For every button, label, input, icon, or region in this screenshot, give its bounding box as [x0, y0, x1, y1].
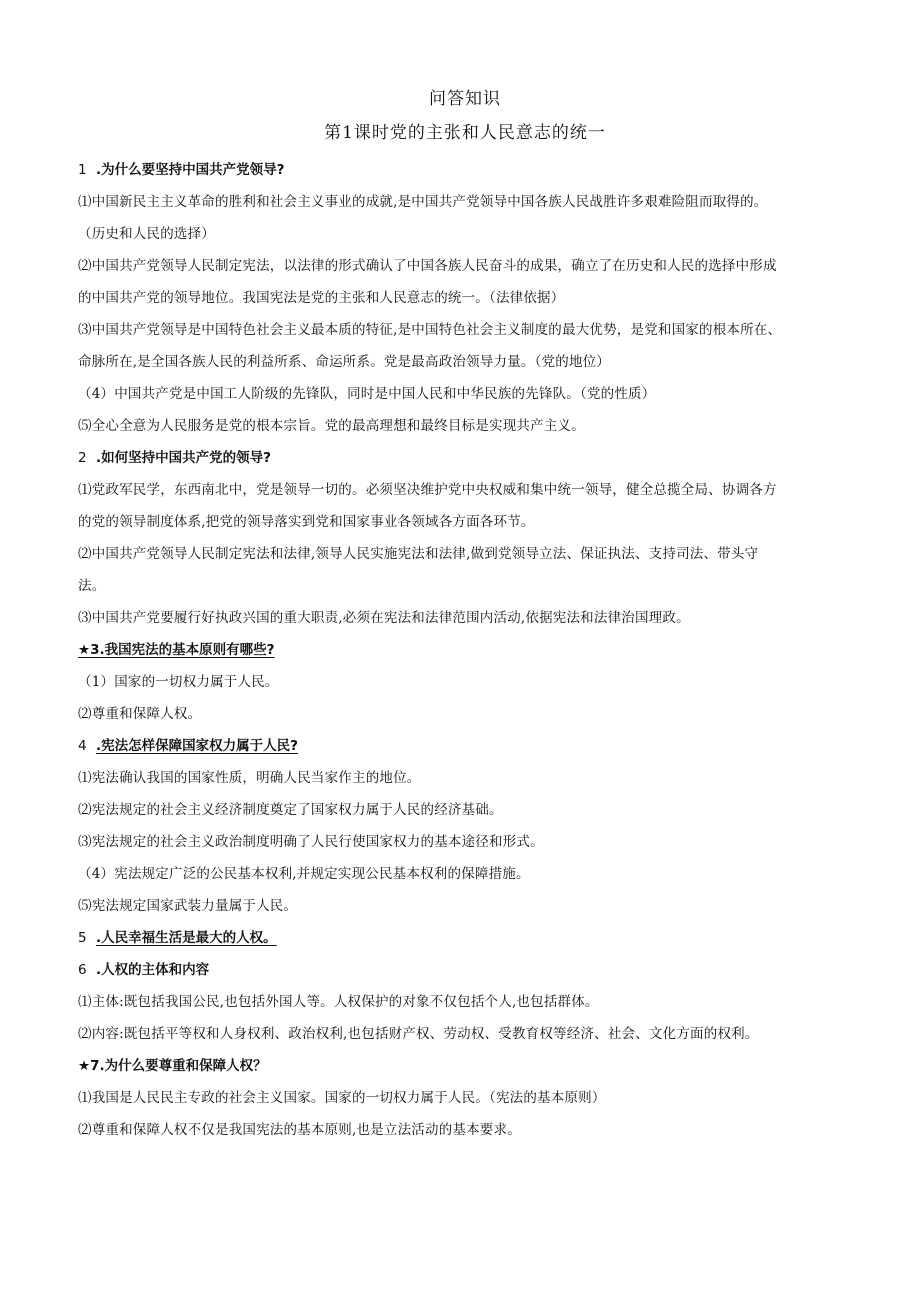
question-heading: [78, 634, 852, 666]
page-subtitle: 第1课时党的主张和人民意志的统一: [324, 123, 606, 143]
answer-line: ⑶宪法规定的社会主义政治制度明确了人民行使国家权力的基本途径和形式。: [78, 834, 544, 850]
question-text: .人权的主体和内容: [96, 962, 210, 978]
page-title: 问答知识: [429, 89, 501, 109]
question-number: 6: [78, 962, 87, 978]
answer-line: （历史和人民的选择）: [78, 226, 215, 242]
document-body: [78, 154, 852, 1146]
answer-line: ⑵中国共产党领导人民制定宪法和法律,领导人民实施宪法和法律,做到党领导立法、保证执法、支持司法、带头守: [78, 546, 759, 562]
question-heading: [78, 1050, 852, 1082]
answer-line: 命脉所在,是全国各族人民的利益所系、命运所系。党是最高政治领导力量。（党的地位）: [78, 354, 611, 370]
question-number: 4: [78, 738, 87, 754]
question-text: ★7.为什么要尊重和保障人权？: [78, 1058, 267, 1074]
answer-line: ⑴中国新民主主义革命的胜利和社会主义事业的成就,是中国共产党领导中国各族人民战胜许多艰难险阻而取得的。: [78, 194, 768, 210]
question-heading: [78, 922, 852, 954]
answer-line: ⑴主体:既包括我国公民,也包括外国人等。人权保护的对象不仅包括个人,也包括群体。: [78, 994, 599, 1010]
question-text: ★3.我国宪法的基本原则有哪些?: [78, 642, 275, 658]
question-heading: [78, 154, 852, 186]
answer-line: ⑴我国是人民民主专政的社会主义国家。国家的一切权力属于人民。（宪法的基本原则）: [78, 1090, 606, 1106]
question-text: .如何坚持中国共产党的领导?: [96, 450, 271, 466]
answer-line: ⑴宪法确认我国的国家性质，明确人民当家作主的地位。: [78, 770, 421, 786]
answer-line: ⑴党政军民学，东西南北中，党是领导一切的。必须坚决维护党中央权威和集中统一领导，健全总揽全局、协调各方: [78, 482, 777, 498]
answer-line: 的中国共产党的领导地位。我国宪法是党的主张和人民意志的统一。（法律依据）: [78, 290, 565, 306]
answer-line: 法。: [78, 578, 106, 594]
answer-line: （4）中国共产党是中国工人阶级的先锋队，同时是中国人民和中华民族的先锋队。（党的性质）: [78, 386, 656, 402]
question-text: .为什么要坚持中国共产党领导?: [96, 162, 285, 178]
answer-line: ⑵中国共产党领导人民制定宪法，以法律的形式确认了中国各族人民奋斗的成果，确立了在历史和人民的选择中形成: [78, 258, 777, 274]
answer-line: 的党的领导制度体系,把党的领导落实到党和国家事业各领域各方面各环节。: [78, 514, 535, 530]
answer-line: ⑵内容:既包括平等权和人身权利、政治权利,也包括财产权、劳动权、受教育权等经济、社会、文化方面的权利。: [78, 1026, 759, 1042]
question-heading: [78, 730, 852, 762]
question-number: 1: [78, 162, 87, 178]
question-heading: [78, 442, 852, 474]
answer-line: ⑸全心全意为人民服务是党的根本宗旨。党的最高理想和最终目标是实现共产主义。: [78, 418, 585, 434]
answer-line: ⑶中国共产党要履行好执政兴国的重大职责,必须在宪法和法律范围内活动,依据宪法和法律治国理政。: [78, 610, 690, 626]
question-heading: [78, 954, 852, 986]
answer-line: ⑵尊重和保障人权。: [78, 706, 202, 722]
answer-line: ⑶中国共产党领导是中国特色社会主义最本质的特征,是中国特色社会主义制度的最大优势，是党和国家的根本所在、: [78, 322, 782, 338]
question-number: 5: [78, 930, 87, 946]
answer-line: ⑵宪法规定的社会主义经济制度奠定了国家权力属于人民的经济基础。: [78, 802, 503, 818]
answer-line: （4）宪法规定广泛的公民基本权利,并规定实现公民基本权利的保障措施。: [78, 866, 530, 882]
answer-line: ⑸宪法规定国家武装力量属于人民。: [78, 898, 298, 914]
question-number: 2: [78, 450, 87, 466]
question-text: .宪法怎样保障国家权力属于人民?: [96, 738, 298, 754]
answer-line: ⑵尊重和保障人权不仅是我国宪法的基本原则,也是立法活动的基本要求。: [78, 1122, 521, 1138]
answer-line: （1）国家的一切权力属于人民。: [78, 674, 279, 690]
question-text: .人民幸福生活是最大的人权。: [96, 930, 277, 946]
